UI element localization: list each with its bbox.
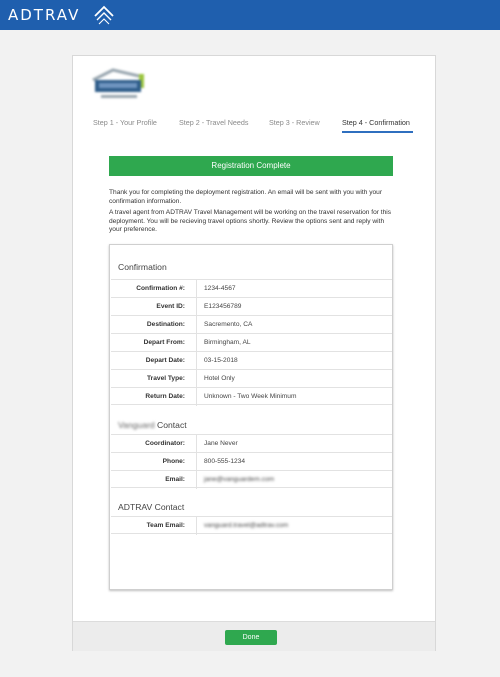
coordinator-row — [111, 434, 392, 452]
adtrav-contact-title: ADTRAV Contact — [118, 502, 185, 512]
step-4-active[interactable]: Step 4 - Confirmation — [342, 118, 410, 127]
thank-you-text: Thank you for completing the deployment registration. An email will be sent with you with your confirmation information. — [109, 189, 383, 205]
field-label: Travel Type: — [147, 375, 185, 382]
field-label: Return Date: — [145, 393, 185, 400]
step-3[interactable]: Step 3 - Review — [269, 118, 320, 127]
field-value: Unknown - Two Week Minimum — [204, 393, 297, 400]
field-label: Phone: — [162, 458, 185, 465]
confirmation-panel — [109, 244, 393, 590]
step-1[interactable]: Step 1 - Your Profile — [93, 118, 157, 127]
registration-steps — [73, 118, 437, 134]
step-2[interactable]: Step 2 - Travel Needs — [179, 118, 249, 127]
field-value: E123456789 — [204, 303, 242, 310]
vanguard-contact-title — [118, 420, 187, 430]
done-button[interactable]: Done — [225, 630, 277, 645]
divider — [196, 435, 197, 453]
field-label: Confirmation #: — [136, 285, 185, 292]
field-label: Depart From: — [143, 339, 185, 346]
field-label: Team Email: — [146, 522, 185, 529]
divider — [196, 352, 197, 370]
org-name: Vanguard — [118, 420, 155, 430]
active-step-indicator — [342, 131, 413, 133]
email-link[interactable]: jane@vanguardem.com — [204, 476, 275, 483]
adtrav-logo-icon — [93, 4, 115, 26]
divider — [196, 370, 197, 388]
divider — [196, 453, 197, 471]
field-label: Destination: — [146, 321, 185, 328]
field-label: Event ID: — [156, 303, 185, 310]
field-value: Sacremento, CA — [204, 321, 253, 328]
divider — [196, 316, 197, 334]
divider — [196, 334, 197, 352]
field-value: Birmingham, AL — [204, 339, 251, 346]
registration-card — [72, 55, 436, 651]
brand-name[interactable]: ADTRAV — [8, 6, 81, 24]
contact-word: Contact — [157, 420, 187, 430]
travel-agent-text: A travel agent from ADTRAV Travel Management will be working on the travel reservation for this deployment. You will be recieving travel options shortly. Review the options sent and reply with your preference. — [109, 209, 392, 234]
team-email-link[interactable]: vanguard.travel@adtrav.com — [204, 522, 289, 529]
confirmation-section-title: Confirmation — [118, 262, 167, 272]
return-date-row — [111, 387, 392, 405]
travel-type-row — [111, 369, 392, 387]
depart-date-row — [111, 351, 392, 369]
divider — [196, 298, 197, 316]
field-value: 03-15-2018 — [204, 357, 238, 364]
confirmation-number-row — [111, 279, 392, 297]
top-navigation-bar — [0, 0, 500, 30]
field-value: Jane Never — [204, 440, 238, 447]
divider — [196, 280, 197, 298]
team-email-row — [111, 516, 392, 534]
phone-row — [111, 452, 392, 470]
field-value: Hotel Only — [204, 375, 235, 382]
vanguard-logo-icon — [87, 66, 151, 104]
field-value: 1234-4567 — [204, 285, 236, 292]
depart-from-row — [111, 333, 392, 351]
field-label: Depart Date: — [145, 357, 185, 364]
divider — [196, 517, 197, 535]
destination-row — [111, 315, 392, 333]
event-id-row — [111, 297, 392, 315]
email-row — [111, 470, 392, 488]
divider — [196, 388, 197, 406]
field-label: Coordinator: — [145, 440, 185, 447]
divider — [196, 471, 197, 489]
card-footer — [73, 621, 435, 651]
field-label: Email: — [165, 476, 185, 483]
registration-complete-banner: Registration Complete — [109, 156, 393, 176]
field-value: 800-555-1234 — [204, 458, 246, 465]
